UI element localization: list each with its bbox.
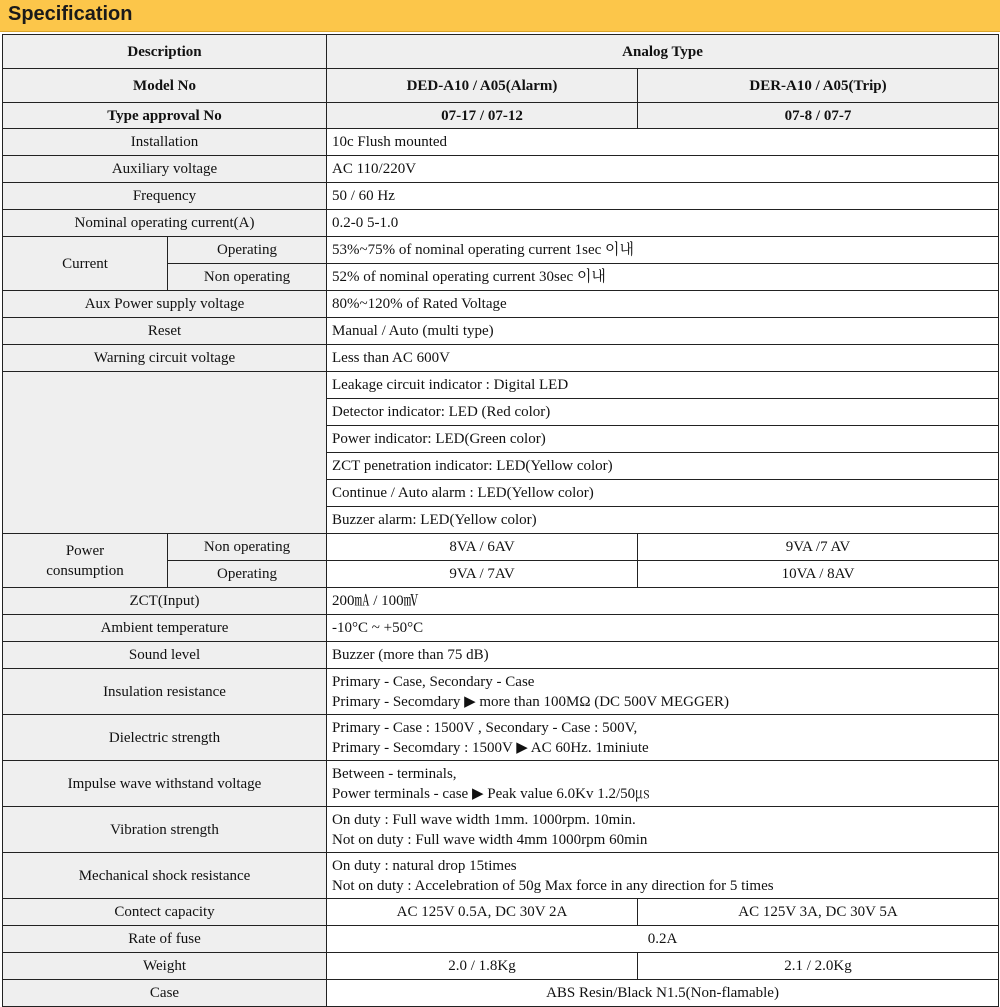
ambient-value: -10°C ~ +50°C (327, 615, 999, 642)
vibration-label: Vibration strength (3, 807, 327, 853)
model-no-label: Model No (3, 69, 327, 103)
case-value: ABS Resin/Black N1.5(Non-flamable) (327, 980, 999, 1007)
indicator-buzzer: Buzzer alarm: LED(Yellow color) (327, 507, 999, 534)
indicator-detector: Detector indicator: LED (Red color) (327, 399, 999, 426)
insulation-line2: Primary - Secomdary ▶ more than 100MΩ (DC 500V MEGGER) (332, 693, 729, 710)
dielectric-label: Dielectric strength (3, 715, 327, 761)
table-row (3, 715, 999, 761)
aux-voltage-label: Auxiliary voltage (3, 156, 327, 183)
description-header: Description (3, 35, 327, 69)
installation-value: 10c Flush mounted (327, 129, 999, 156)
indicator-zct: ZCT penetration indicator: LED(Yellow color) (327, 453, 999, 480)
shock-value (327, 853, 999, 899)
frequency-value: 50 / 60 Hz (327, 183, 999, 210)
table-row (3, 210, 999, 237)
table-row (3, 899, 999, 926)
installation-label: Installation (3, 129, 327, 156)
reset-label: Reset (3, 318, 327, 345)
type-approval-label: Type approval No (3, 103, 327, 129)
power-consumption-line1: Power (65, 542, 105, 559)
table-row (3, 588, 999, 615)
table-row (3, 980, 999, 1007)
frequency-label: Frequency (3, 183, 327, 210)
fuse-label: Rate of fuse (3, 926, 327, 953)
indicator-power: Power indicator: LED(Green color) (327, 426, 999, 453)
vibration-value (327, 807, 999, 853)
table-row (3, 669, 999, 715)
impulse-line1: Between - terminals, (332, 765, 457, 782)
dielectric-value (327, 715, 999, 761)
impulse-line2: Power terminals - case ▶ Peak value 6.0Kv 1.2/50㎲ (332, 785, 651, 802)
aux-voltage-value: AC 110/220V (327, 156, 999, 183)
table-row (3, 953, 999, 980)
shock-label: Mechanical shock resistance (3, 853, 327, 899)
spec-table (2, 34, 999, 1007)
nominal-current-label: Nominal operating current(A) (3, 210, 327, 237)
pc-non-operating-a: 8VA / 6AV (327, 534, 638, 561)
table-row (3, 237, 999, 264)
weight-value-b: 2.1 / 2.0Kg (638, 953, 999, 980)
approval-b: 07-8 / 07-7 (638, 103, 999, 129)
table-row (3, 761, 999, 807)
section-banner (0, 0, 1000, 32)
section-title: Specification (8, 3, 133, 25)
impulse-label: Impulse wave withstand voltage (3, 761, 327, 807)
vibration-line1: On duty : Full wave width 1mm. 1000rpm. 10min. (332, 811, 636, 828)
pc-operating-label: Operating (168, 561, 327, 588)
sound-label: Sound level (3, 642, 327, 669)
table-row (3, 183, 999, 210)
pc-non-operating-label: Non operating (168, 534, 327, 561)
table-row (3, 926, 999, 953)
vibration-line2: Not on duty : Full wave width 4mm 1000rpm 60min (332, 831, 648, 848)
contact-label: Contect capacity (3, 899, 327, 926)
table-row (3, 534, 999, 561)
current-non-operating-value: 52% of nominal operating current 30sec 이내 (327, 264, 999, 291)
table-row (3, 615, 999, 642)
weight-value-a: 2.0 / 1.8Kg (327, 953, 638, 980)
table-row (3, 372, 999, 399)
reset-value: Manual / Auto (multi type) (327, 318, 999, 345)
shock-line2: Not on duty : Accelebration of 50g Max force in any direction for 5 times (332, 877, 774, 894)
pc-non-operating-b: 9VA /7 AV (638, 534, 999, 561)
indicator-leakage: Leakage circuit indicator : Digital LED (327, 372, 999, 399)
table-row (3, 291, 999, 318)
dielectric-line1: Primary - Case : 1500V , Secondary - Case : 500V, (332, 719, 638, 736)
current-label: Current (3, 237, 168, 291)
aux-power-supply-label: Aux Power supply voltage (3, 291, 327, 318)
table-row (3, 318, 999, 345)
sound-value: Buzzer (more than 75 dB) (327, 642, 999, 669)
model-b: DER-A10 / A05(Trip) (638, 69, 999, 103)
power-consumption-line2: consumption (46, 562, 124, 579)
nominal-current-value: 0.2-0 5-1.0 (327, 210, 999, 237)
zct-label: ZCT(Input) (3, 588, 327, 615)
model-a: DED-A10 / A05(Alarm) (327, 69, 638, 103)
analog-type-header: Analog Type (327, 35, 999, 69)
weight-label: Weight (3, 953, 327, 980)
table-row (3, 642, 999, 669)
current-non-operating-label: Non operating (168, 264, 327, 291)
warning-voltage-value: Less than AC 600V (327, 345, 999, 372)
aux-power-supply-value: 80%~120% of Rated Voltage (327, 291, 999, 318)
table-row (3, 129, 999, 156)
impulse-value (327, 761, 999, 807)
contact-value-a: AC 125V 0.5A, DC 30V 2A (327, 899, 638, 926)
shock-line1: On duty : natural drop 15times (332, 857, 517, 874)
table-row (3, 807, 999, 853)
table-row (3, 69, 999, 103)
case-label: Case (3, 980, 327, 1007)
insulation-label: Insulation resistance (3, 669, 327, 715)
pc-operating-a: 9VA / 7AV (327, 561, 638, 588)
table-row (3, 853, 999, 899)
table-row (3, 156, 999, 183)
table-row (3, 35, 999, 69)
fuse-value: 0.2A (327, 926, 999, 953)
insulation-line1: Primary - Case, Secondary - Case (332, 673, 535, 690)
insulation-value (327, 669, 999, 715)
contact-value-b: AC 125V 3A, DC 30V 5A (638, 899, 999, 926)
zct-value: 200㎃ / 100㎷ (327, 588, 999, 615)
approval-a: 07-17 / 07-12 (327, 103, 638, 129)
indicator-continue-alarm: Continue / Auto alarm : LED(Yellow color) (327, 480, 999, 507)
power-consumption-label (3, 534, 168, 588)
warning-voltage-label: Warning circuit voltage (3, 345, 327, 372)
table-row (3, 345, 999, 372)
pc-operating-b: 10VA / 8AV (638, 561, 999, 588)
dielectric-line2: Primary - Secomdary : 1500V ▶ AC 60Hz. 1miniute (332, 739, 649, 756)
ambient-label: Ambient temperature (3, 615, 327, 642)
table-row (3, 103, 999, 129)
current-operating-value: 53%~75% of nominal operating current 1sec 이내 (327, 237, 999, 264)
current-operating-label: Operating (168, 237, 327, 264)
indicators-label (3, 372, 327, 534)
